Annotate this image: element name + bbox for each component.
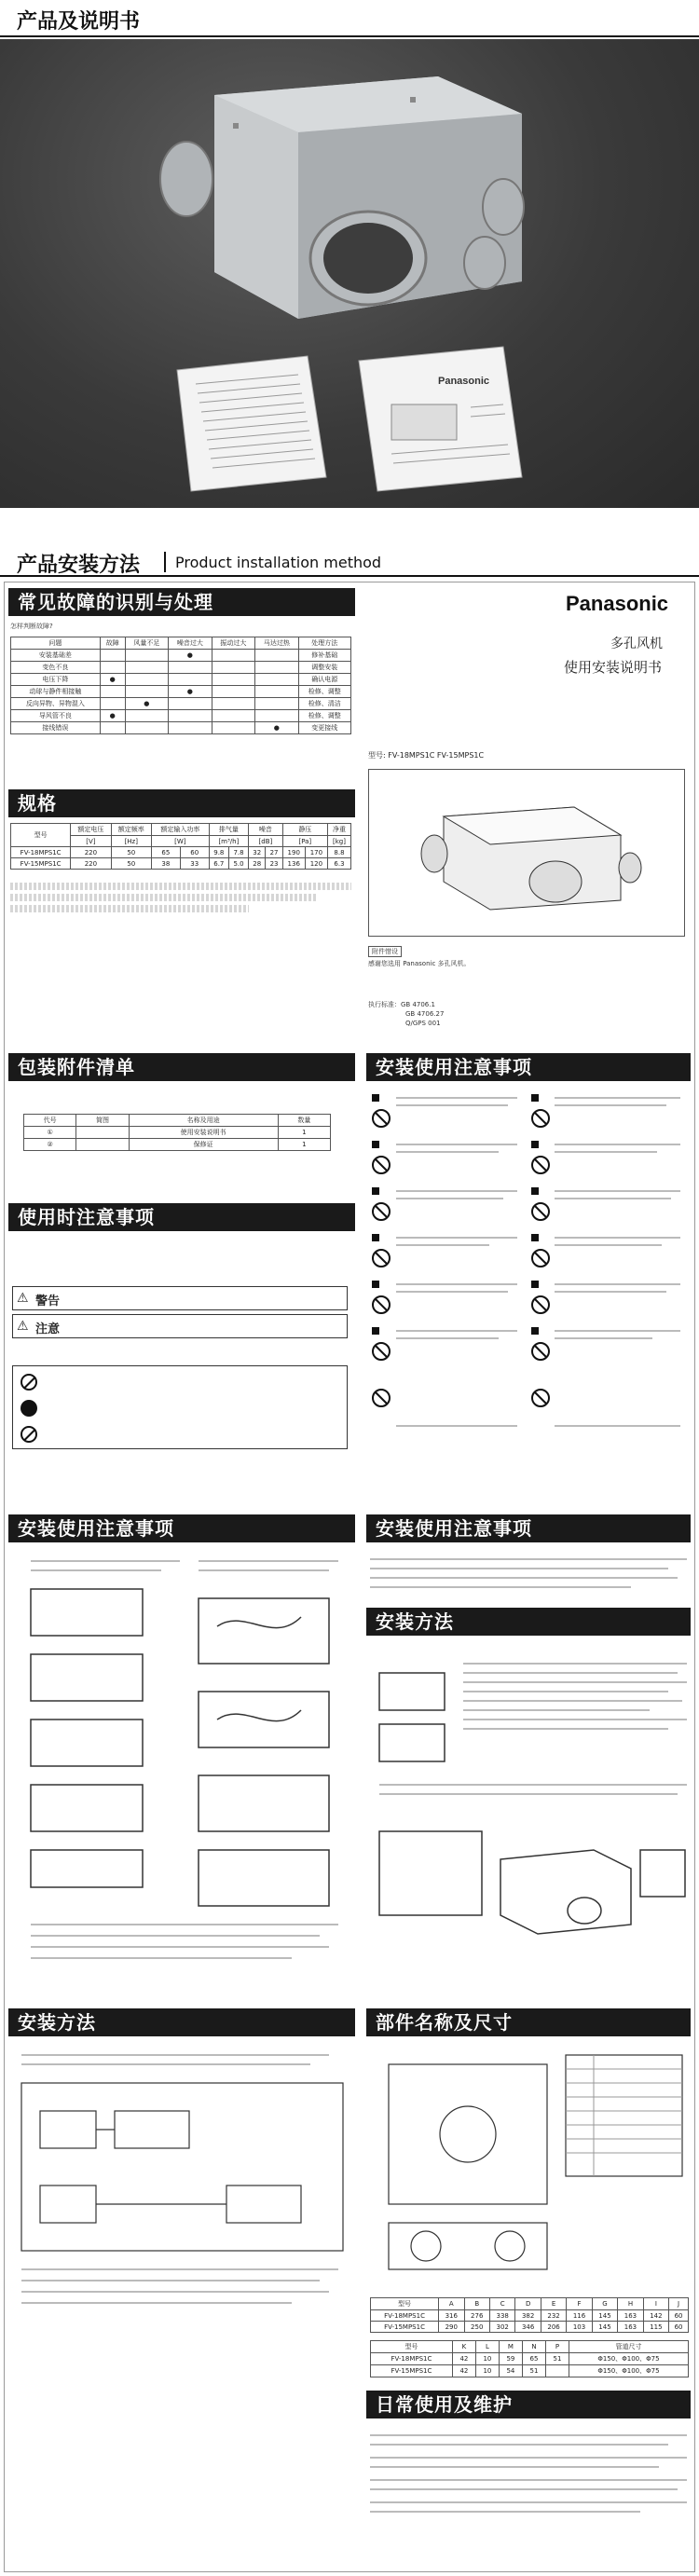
parts-cell: 232 [541, 2310, 566, 2322]
trouble-col-header: 振动过大 [212, 637, 255, 650]
page-header [0, 0, 699, 37]
trouble-cell: 动球与静件相接触 [11, 686, 101, 698]
standard-2: GB 4706.27 [405, 1010, 445, 1018]
spec-table [10, 823, 351, 870]
trouble-cell [169, 662, 212, 674]
accessory-col-header: 简图 [76, 1115, 129, 1127]
trouble-cell: ● [100, 674, 125, 686]
trouble-cell [125, 662, 169, 674]
table-row [11, 650, 351, 662]
parts-col-header: D [515, 2298, 541, 2310]
spec-cell: 50 [111, 847, 151, 858]
preface-text: 感谢您选用 Panasonic 多孔风机。 [368, 960, 471, 967]
spec-cell: 7.8 [228, 847, 248, 858]
parts-heading: 部件名称及尺寸 [366, 2008, 691, 2036]
parts-cell: 338 [489, 2310, 514, 2322]
spec-col-header: 额定电压 [71, 824, 111, 836]
spec-col-header: 额定输入功率 [151, 824, 209, 836]
table-row [11, 847, 351, 858]
trouble-col-header: 风量不足 [125, 637, 169, 650]
spec-col-header: 额定频率 [111, 824, 151, 836]
parts-cell: 250 [464, 2322, 489, 2333]
parts-cell: Φ150、Φ100、Φ75 [569, 2353, 688, 2365]
install-diagrams-left [12, 1552, 352, 1980]
dimension-svg [370, 2046, 692, 2288]
trouble-cell [212, 710, 255, 722]
trouble-cell: 变更接线 [298, 722, 350, 734]
standard-1: 执行标准：GB 4706.1 [368, 1001, 435, 1008]
spec-cell: 50 [111, 858, 151, 870]
table-row [371, 2365, 689, 2377]
care-text [370, 2428, 692, 2540]
trouble-col-header: 处理方法 [298, 637, 350, 650]
trouble-cell: 反向异物、异物混入 [11, 698, 101, 710]
parts-cell: 54 [499, 2365, 522, 2377]
safety-heading-3: 安装使用注意事项 [366, 1514, 691, 1542]
safety-lines-right [370, 1552, 692, 1598]
spec-cell: 220 [71, 858, 111, 870]
install-method-heading: 安装方法 [366, 1608, 691, 1636]
trouble-cell: ● [169, 650, 212, 662]
product-name: 多孔风机 [610, 637, 663, 651]
table-row [11, 722, 351, 734]
trouble-cell: ● [125, 698, 169, 710]
trouble-cell [100, 722, 125, 734]
spec-cell: 6.3 [327, 858, 350, 870]
parts-col-header: P [545, 2341, 569, 2353]
parts-col-header: H [618, 2298, 643, 2310]
trouble-cell [100, 650, 125, 662]
parts-cell: FV-15MPS1C [371, 2322, 439, 2333]
safety-heading-2: 安装使用注意事项 [8, 1514, 355, 1542]
trouble-cell [255, 686, 299, 698]
accessory-cell: 使用安装说明书 [129, 1127, 278, 1139]
trouble-cell: 检修、调整 [298, 710, 350, 722]
parts-cell [545, 2365, 569, 2377]
table-row [11, 858, 351, 870]
parts-cell: 59 [499, 2353, 522, 2365]
trouble-cell [125, 686, 169, 698]
spec-unit: [Pa] [282, 836, 327, 847]
spec-cell: 9.8 [209, 847, 228, 858]
parts-col-header: N [522, 2341, 545, 2353]
parts-cell: Φ150、Φ100、Φ75 [569, 2365, 688, 2377]
spec-col-header: 静压 [282, 824, 327, 836]
spec-cell: 28 [249, 858, 266, 870]
safety-text-right [370, 1552, 692, 1598]
fan-box-image [0, 39, 699, 508]
spec-unit: [Hz] [111, 836, 151, 847]
parts-cell: 60 [669, 2310, 689, 2322]
spec-cell: 33 [180, 858, 209, 870]
spec-cell: 60 [180, 847, 209, 858]
trouble-cell: ● [255, 722, 299, 734]
trouble-col-header: 马达过热 [255, 637, 299, 650]
table-row [11, 674, 351, 686]
safety-symbols [368, 1090, 690, 1482]
care-heading: 日常使用及维护 [366, 2391, 691, 2418]
parts-cell: 65 [522, 2353, 545, 2365]
parts-cell: 10 [475, 2365, 499, 2377]
trouble-cell [212, 722, 255, 734]
trouble-cell [169, 710, 212, 722]
parts-cell: 115 [643, 2322, 668, 2333]
accessory-cell: ① [24, 1127, 76, 1139]
accessory-cell: 1 [278, 1139, 330, 1151]
trouble-cell [212, 698, 255, 710]
product-photo [0, 39, 699, 508]
trouble-cell [125, 722, 169, 734]
accessory-col-header: 数量 [278, 1115, 330, 1127]
table-row [11, 698, 351, 710]
trouble-col-header: 故障 [100, 637, 125, 650]
safety-items-1 [368, 1090, 690, 1482]
trouble-cell: 变色不良 [11, 662, 101, 674]
install-method-drawing [370, 1645, 692, 1980]
spec-cell: 5.0 [228, 858, 248, 870]
product-drawing [369, 770, 686, 938]
table-row [11, 686, 351, 698]
brand-logo: Panasonic [566, 592, 669, 615]
parts-col-header: J [669, 2298, 689, 2310]
header-separator [164, 552, 166, 572]
table-row [24, 1139, 331, 1151]
model-line: 型号: FV-18MPS1C FV-15MPS1C [368, 751, 485, 760]
trouble-cell [125, 674, 169, 686]
install-title-en: Product installation method [175, 554, 382, 571]
parts-col-header: 管道尺寸 [569, 2341, 688, 2353]
trouble-col-header: 问题 [11, 637, 101, 650]
spec-cell: 190 [282, 847, 305, 858]
trouble-cell [100, 698, 125, 710]
standard-3: Q/GPS 001 [405, 1020, 441, 1027]
spec-unit: [m³/h] [209, 836, 248, 847]
trouble-cell [255, 662, 299, 674]
table-row [371, 2322, 689, 2333]
mandatory-icon [21, 1400, 37, 1417]
spec-cell: 8.8 [327, 847, 350, 858]
wiring-drawing [12, 2046, 352, 2344]
table-row [371, 2353, 689, 2365]
spec-heading: 规格 [8, 789, 355, 817]
parts-cell: 382 [515, 2310, 541, 2322]
trouble-cell [255, 674, 299, 686]
parts-cell: 145 [592, 2322, 617, 2333]
parts-cell: 276 [464, 2310, 489, 2322]
accessory-cell: 保修证 [129, 1139, 278, 1151]
spec-unit: [V] [71, 836, 111, 847]
trouble-cell [255, 710, 299, 722]
parts-cell: 145 [592, 2310, 617, 2322]
accessory-cell [76, 1127, 129, 1139]
accessories-table [23, 1114, 331, 1151]
trouble-cell [169, 698, 212, 710]
parts-col-header: A [439, 2298, 464, 2310]
trouble-heading: 常见故障的识别与处理 [8, 588, 355, 616]
wiring-diagram [12, 2046, 352, 2344]
table-row [11, 662, 351, 674]
trouble-cell: ● [169, 686, 212, 698]
accessories-heading: 包装附件清单 [8, 1053, 355, 1081]
warning-label: 警告 [35, 1295, 61, 1309]
spec-cell: 220 [71, 847, 111, 858]
warning-icon: ⚠ [17, 1291, 29, 1306]
warning-box [12, 1286, 348, 1310]
trouble-cell: 安装基础差 [11, 650, 101, 662]
parts-table [370, 2297, 689, 2333]
trouble-cell: 导风管不良 [11, 710, 101, 722]
dimension-drawing [370, 2046, 692, 2288]
spec-cell: 136 [282, 858, 305, 870]
spec-col-header: 噪音 [249, 824, 283, 836]
trouble-cell [212, 674, 255, 686]
spec-cell: 120 [305, 858, 327, 870]
parts-cell: 10 [475, 2353, 499, 2365]
table-row [371, 2310, 689, 2322]
accessory-col-header: 代号 [24, 1115, 76, 1127]
spec-col-header: 排气量 [209, 824, 248, 836]
parts-cell: 206 [541, 2322, 566, 2333]
spec-col-header: 型号 [11, 824, 71, 847]
parts-cell: 163 [618, 2310, 643, 2322]
trouble-cell [255, 650, 299, 662]
trouble-cell: ● [100, 710, 125, 722]
table-row [24, 1127, 331, 1139]
safety-heading-1: 安装使用注意事项 [366, 1053, 691, 1081]
spec-unit: [dB] [249, 836, 283, 847]
parts-cell: 163 [618, 2322, 643, 2333]
trouble-cell [125, 710, 169, 722]
parts-table-2 [370, 2340, 689, 2377]
parts-cell: 51 [545, 2353, 569, 2365]
page-title: 产品及说明书 [17, 10, 141, 34]
trouble-cell: 修补基础 [298, 650, 350, 662]
parts-col-header: G [592, 2298, 617, 2310]
trouble-cell: 检修、调整 [298, 686, 350, 698]
parts-col-header: E [541, 2298, 566, 2310]
parts-cell: FV-18MPS1C [371, 2353, 453, 2365]
spec-col-header: 净重 [327, 824, 350, 836]
install-method-diagrams [370, 1645, 692, 1980]
parts-cell: FV-18MPS1C [371, 2310, 439, 2322]
trouble-cell [169, 722, 212, 734]
caution-label: 注意 [35, 1322, 61, 1336]
parts-col-header: B [464, 2298, 489, 2310]
parts-cell: FV-15MPS1C [371, 2365, 453, 2377]
parts-cell: 290 [439, 2322, 464, 2333]
parts-cell: 51 [522, 2365, 545, 2377]
trouble-cell [125, 650, 169, 662]
parts-col-header: 型号 [371, 2298, 439, 2310]
install-diagram-left [12, 1552, 352, 1980]
spec-unit: [kg] [327, 836, 350, 847]
parts-col-header: 型号 [371, 2341, 453, 2353]
care-lines [370, 2428, 692, 2540]
usage-heading: 使用时注意事项 [8, 1203, 355, 1231]
parts-cell: 142 [643, 2310, 668, 2322]
parts-cell: 316 [439, 2310, 464, 2322]
spec-cell: 32 [249, 847, 266, 858]
svg-text:Panasonic: Panasonic [438, 376, 490, 387]
parts-cell: 42 [452, 2365, 475, 2377]
parts-cell: 103 [567, 2322, 592, 2333]
caution-box [12, 1314, 348, 1338]
table-row [11, 710, 351, 722]
trouble-cell [100, 686, 125, 698]
manual-title: 使用安装说明书 [564, 659, 663, 676]
parts-col-header: M [499, 2341, 522, 2353]
accessory-cell: ② [24, 1139, 76, 1151]
trouble-cell [212, 662, 255, 674]
spec-cell: 23 [266, 858, 282, 870]
spec-cell: 65 [151, 847, 180, 858]
spec-cell: 6.7 [209, 858, 228, 870]
parts-col-header: F [567, 2298, 592, 2310]
trouble-cell: 电压下降 [11, 674, 101, 686]
trouble-cell [212, 686, 255, 698]
install-section-header [0, 545, 699, 577]
spec-cell: FV-15MPS1C [11, 858, 71, 870]
spec-notes [10, 883, 351, 916]
symbol-legend [12, 1365, 348, 1449]
parts-cell: 60 [669, 2322, 689, 2333]
spec-cell: 170 [305, 847, 327, 858]
parts-col-header: K [452, 2341, 475, 2353]
parts-col-header: C [489, 2298, 514, 2310]
preface-tag: 附件惜设 [368, 946, 402, 957]
product-illustration [368, 769, 685, 937]
spec-cell: 27 [266, 847, 282, 858]
manual-sheet [4, 582, 695, 2572]
accessory-cell: 1 [278, 1127, 330, 1139]
trouble-cell: 检修、清洁 [298, 698, 350, 710]
spec-unit: [W] [151, 836, 209, 847]
trouble-cell [169, 674, 212, 686]
parts-col-header: I [643, 2298, 668, 2310]
parts-cell: 42 [452, 2353, 475, 2365]
trouble-cell [212, 650, 255, 662]
trouble-cell: 确认电源 [298, 674, 350, 686]
trouble-cell: 接线错误 [11, 722, 101, 734]
caution-icon: ⚠ [17, 1319, 29, 1334]
trouble-cell [100, 662, 125, 674]
no-disassemble-icon [21, 1426, 37, 1443]
install-title-cn: 产品安装方法 [17, 554, 141, 577]
parts-cell: 302 [489, 2322, 514, 2333]
trouble-cell: 调整安装 [298, 662, 350, 674]
trouble-question: 怎样判断故障? [10, 623, 53, 630]
parts-cell: 116 [567, 2310, 592, 2322]
parts-cell: 346 [515, 2322, 541, 2333]
spec-cell: FV-18MPS1C [11, 847, 71, 858]
trouble-table [10, 637, 351, 734]
spec-cell: 38 [151, 858, 180, 870]
prohibit-icon [21, 1374, 37, 1391]
trouble-col-header: 噪音过大 [169, 637, 212, 650]
accessory-cell [76, 1139, 129, 1151]
install-method-heading-2: 安装方法 [8, 2008, 355, 2036]
trouble-cell [255, 698, 299, 710]
parts-col-header: L [475, 2341, 499, 2353]
accessory-col-header: 名称及用途 [129, 1115, 278, 1127]
